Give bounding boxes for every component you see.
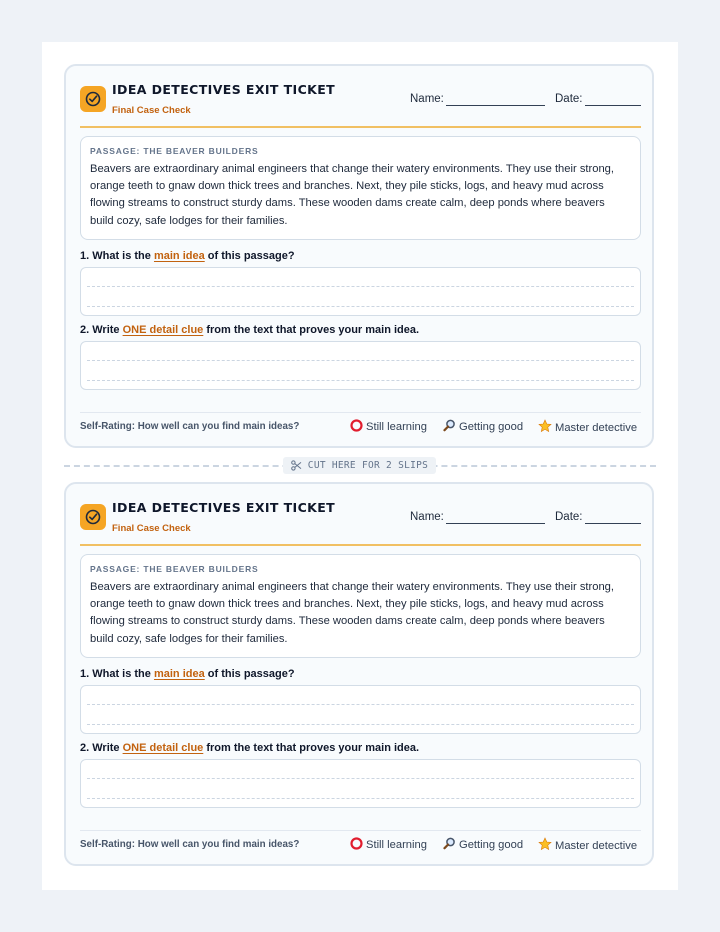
name-field-line[interactable]	[446, 105, 545, 106]
passage-box	[80, 136, 641, 240]
slip-subtitle: Final Case Check	[112, 105, 191, 116]
passage-text: Beavers are extraordinary animal engineers that change their watery environments. They use their strong, orange teeth to gnaw down thick trees and branches. Next, they pile sticks, logs, and heavy mud across flowing streams to construct sturdy dams. These wooden dams create calm, deep ponds where beavers build cozy, safe lodges for their families.	[90, 581, 615, 645]
question-2: 2. Write ONE detail clue from the text that proves your main idea.	[80, 742, 420, 754]
passage-text: Beavers are extraordinary animal engineers that change their watery environments. They use their strong, orange teeth to gnaw down thick trees and branches. Next, they pile sticks, logs, and heavy mud across flowing streams to construct sturdy dams. These wooden dams create calm, deep ponds where beavers build cozy, safe lodges for their families.	[90, 163, 615, 227]
question-1: 1. What is the main idea of this passage?	[80, 668, 295, 680]
answer-box-1[interactable]	[80, 685, 641, 734]
magnifier-icon	[443, 837, 456, 853]
exit-ticket-slip-1	[64, 64, 654, 448]
rating-option-master-detective[interactable]: Master detective	[538, 837, 637, 854]
name-label: Name:	[410, 93, 444, 105]
exit-ticket-slip-2	[64, 482, 654, 866]
rating-divider	[80, 412, 641, 413]
rating-option-master-detective[interactable]: Master detective	[538, 419, 637, 436]
slip-subtitle: Final Case Check	[112, 523, 191, 534]
self-rating-label: Self-Rating: How well can you find main ideas?	[80, 421, 300, 432]
self-rating-label: Self-Rating: How well can you find main ideas?	[80, 839, 300, 850]
passage-label: PASSAGE: THE BEAVER BUILDERS	[90, 564, 259, 574]
name-field-line[interactable]	[446, 523, 545, 524]
checkmark-badge-icon	[80, 504, 106, 530]
rating-option-getting-good[interactable]: Getting good	[443, 837, 523, 853]
cut-here-label: CUT HERE FOR 2 SLIPS	[283, 457, 436, 474]
star-icon	[538, 837, 552, 854]
question-2-keyword: ONE detail clue	[122, 324, 204, 336]
rating-option-still-learning[interactable]: Still learning	[350, 419, 427, 435]
date-field-line[interactable]	[585, 105, 641, 106]
question-1-keyword: main idea	[153, 250, 205, 262]
date-field-line[interactable]	[585, 523, 641, 524]
star-icon	[538, 419, 552, 436]
header-divider	[80, 126, 641, 128]
passage-label: PASSAGE: THE BEAVER BUILDERS	[90, 146, 259, 156]
date-label: Date:	[555, 511, 583, 523]
magnifier-icon	[443, 419, 456, 435]
question-1: 1. What is the main idea of this passage?	[80, 250, 295, 262]
rating-option-still-learning[interactable]: Still learning	[350, 837, 427, 853]
answer-box-2[interactable]	[80, 759, 641, 808]
name-label: Name:	[410, 511, 444, 523]
rating-divider	[80, 830, 641, 831]
slip-title: IDEA DETECTIVES EXIT TICKET	[112, 500, 336, 515]
header-divider	[80, 544, 641, 546]
answer-box-1[interactable]	[80, 267, 641, 316]
date-label: Date:	[555, 93, 583, 105]
question-2: 2. Write ONE detail clue from the text that proves your main idea.	[80, 324, 420, 336]
passage-box	[80, 554, 641, 658]
scissors-icon	[291, 460, 302, 471]
rating-option-getting-good[interactable]: Getting good	[443, 419, 523, 435]
red-circle-icon	[350, 419, 363, 435]
checkmark-badge-icon	[80, 86, 106, 112]
answer-box-2[interactable]	[80, 341, 641, 390]
slip-title: IDEA DETECTIVES EXIT TICKET	[112, 82, 336, 97]
question-1-keyword: main idea	[153, 668, 205, 680]
question-2-keyword: ONE detail clue	[122, 742, 204, 754]
red-circle-icon	[350, 837, 363, 853]
